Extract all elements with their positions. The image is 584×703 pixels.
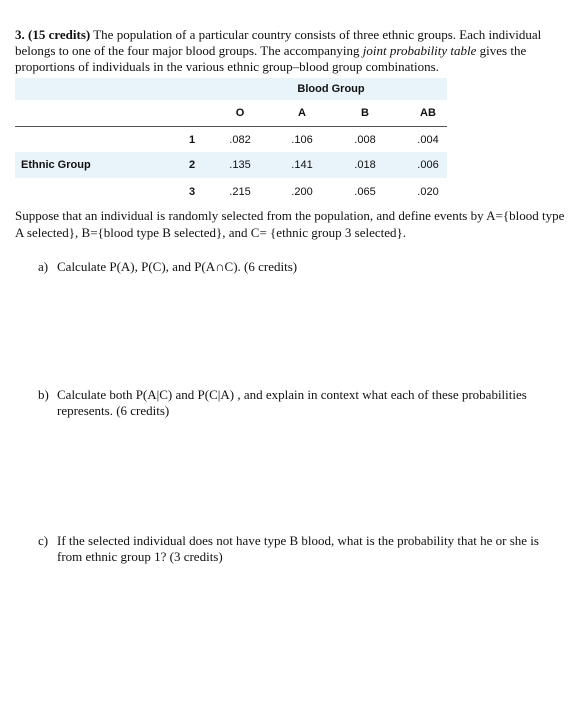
question-text: Calculate P(A), P(C), and P(A∩C). (6 credits) [57, 259, 298, 274]
table-row [15, 152, 447, 178]
table-row [15, 178, 447, 205]
table-cell: .141 [291, 159, 313, 171]
intro-italic: joint probability table [362, 43, 477, 58]
column-header-a: A [298, 107, 306, 119]
column-header-o: O [235, 107, 245, 119]
problem-credits: (15 credits) [28, 27, 91, 42]
question-letter: b) [38, 387, 49, 402]
question-b [38, 387, 558, 419]
table-cell: .004 [417, 133, 439, 146]
table-cell: .082 [229, 133, 251, 146]
question-c [38, 533, 558, 565]
question-a [38, 259, 558, 275]
problem-number: 3. [15, 27, 25, 42]
row-index: 2 [188, 159, 196, 171]
question-letter: a) [38, 259, 49, 274]
table-cell: .008 [354, 133, 376, 146]
column-group-title: Blood Group [297, 83, 365, 95]
table-cell: .006 [417, 159, 439, 171]
question-text: Calculate both P(A|C) and P(C|A) , and explain in context what each of these probabilities represents. (6 credits) [57, 387, 527, 418]
table-header-row [15, 100, 447, 127]
table-cell: .200 [291, 185, 313, 198]
table-row [15, 127, 447, 152]
table-cell: .135 [229, 159, 251, 171]
table-cell: .018 [354, 159, 376, 171]
row-index: 3 [188, 185, 196, 198]
problem-intro [15, 27, 571, 75]
intro-text-1: The population of a particular country consists of three ethnic groups. Each individual belongs to one of the four major blood groups. The accompanying [15, 27, 542, 58]
table-cell: .106 [291, 133, 313, 146]
table-cell: .020 [417, 185, 439, 198]
column-header-ab: AB [420, 107, 436, 119]
table-group-header-row [15, 78, 447, 100]
column-header-b: B [361, 107, 369, 119]
row-group-title: Ethnic Group [21, 159, 91, 171]
table-cell: .215 [229, 185, 251, 198]
row-index: 1 [188, 133, 196, 146]
question-letter: c) [38, 533, 49, 548]
setup-text: Suppose that an individual is randomly selected from the population, and define events by A={blood type A selected}, B={blood type B selected}, and C= {ethnic group 3 selected}. [15, 208, 565, 240]
table-cell: .065 [354, 185, 376, 198]
intro-text-2: gives the proportions of individuals in the various ethnic group–blood group combinations. [15, 43, 527, 74]
question-text: If the selected individual does not have type B blood, what is the probability that he or she is from ethnic group 1? (3 credits) [57, 533, 539, 564]
joint-probability-table [15, 78, 447, 206]
